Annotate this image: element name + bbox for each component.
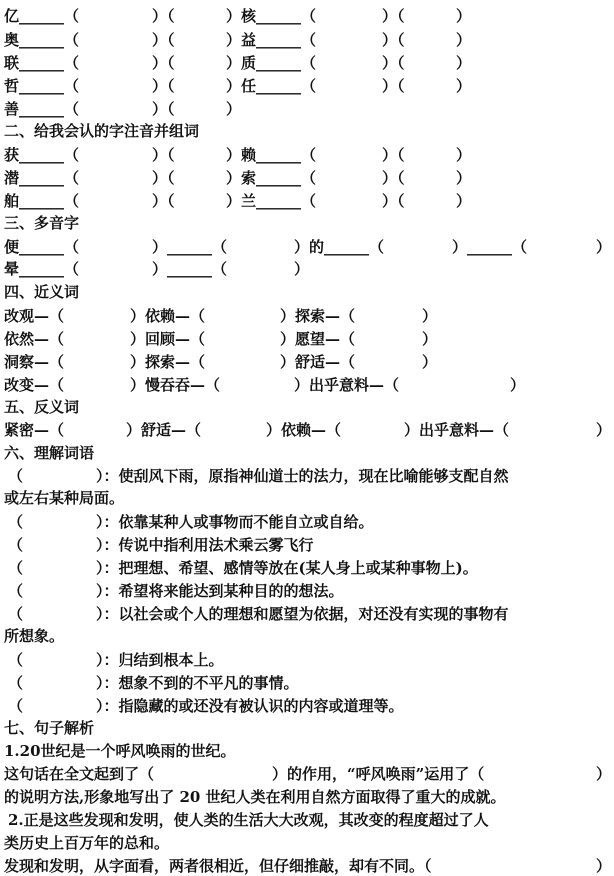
line-text: ）愿望—（ (280, 330, 356, 348)
line-text: ）益______（ (226, 31, 317, 49)
line-text: ）索______（ (226, 169, 317, 187)
line-text: 获______（ (4, 146, 80, 164)
line-text: 善______（ (4, 100, 80, 118)
line-text: ） (422, 330, 438, 348)
line-text: ）核______（ (226, 7, 317, 25)
line-text: 舶______（ (4, 192, 80, 210)
line-text: 的说明方法,形象地写出了 20 世纪人类在利用自然方面取得了重大的成就。 (4, 788, 506, 806)
line-text: 四、近义词 (4, 283, 80, 301)
line-text: 或左右某种局面。 (4, 489, 125, 507)
line-text: ）：把理想、希望、感情等放在(某人身上或某种事物上)。 (96, 559, 478, 577)
line-text: ）（ (152, 31, 175, 49)
line-text: ）依赖—（ (266, 421, 342, 439)
line-text: ）______（ (452, 238, 528, 256)
line-text: 发现和发明，从字面看，两者很相近，但仔细推敲，却有不同。（ (4, 857, 432, 875)
line-text: ） (596, 857, 612, 875)
line-text: ）舒适—（ (126, 421, 202, 439)
line-text: ）（ (152, 192, 175, 210)
line-text: 洞察—（ (4, 353, 65, 371)
line-text: ）（ (382, 31, 405, 49)
line-text: 潜______（ (4, 169, 80, 187)
line-text: ）：希望将来能达到某种目的的想法。 (96, 582, 344, 600)
line-text: 这句话在全文起到了（ (4, 765, 155, 783)
line-text: ）依赖—（ (130, 307, 206, 325)
line-text: （ (8, 559, 24, 577)
line-text: （ (8, 467, 24, 485)
line-text: ）慢吞吞—（ (130, 376, 221, 394)
line-text: ）出乎意料—（ (294, 376, 400, 394)
line-text: ） (456, 169, 472, 187)
line-text: ） (226, 100, 242, 118)
line-text: 奥______（ (4, 31, 80, 49)
line-text: ） (596, 765, 612, 783)
line-text: 七、句子解析 (4, 719, 95, 737)
line-text: 便______（ (4, 238, 80, 256)
line-text: ）：想象不到的不平凡的事情。 (96, 674, 299, 692)
line-text: ）：归结到根本上。 (96, 651, 224, 669)
line-text: ）出乎意料—（ (404, 421, 510, 439)
line-text: ） (422, 307, 438, 325)
line-text: ） (596, 421, 612, 439)
line-text: ）的作用，“呼风唤雨”运用了（ (272, 765, 485, 783)
line-text: ）：指隐藏的或还没有被认识的内容或道理等。 (96, 697, 404, 715)
line-text: ） (456, 146, 472, 164)
line-text: ）（ (382, 54, 405, 72)
line-text: （ (8, 605, 24, 623)
line-text: ）赖______（ (226, 146, 317, 164)
line-text: ） (510, 376, 526, 394)
line-text: 三、多音字 (4, 214, 80, 232)
line-text: ） (456, 192, 472, 210)
line-text: 亿______（ (4, 7, 80, 25)
line-text: ）：传说中指利用法术乘云雾飞行 (96, 536, 314, 554)
line-text: ）______（ (152, 260, 228, 278)
line-text: 改变—（ (4, 376, 65, 394)
line-text: 改观—（ (4, 307, 65, 325)
line-text: ）任______（ (226, 77, 317, 95)
line-text: （ (8, 697, 24, 715)
line-text: （ (8, 582, 24, 600)
line-text: 联______（ (4, 54, 80, 72)
line-text: ）探索—（ (280, 307, 356, 325)
line-text: 五、反义词 (4, 398, 80, 416)
line-text: （ (8, 674, 24, 692)
line-text: 2.正是这些发现和发明，使人类的生活大大改观，其改变的程度超过了人 (8, 811, 489, 829)
line-text: 所想象。 (4, 627, 65, 645)
line-text: ） (456, 54, 472, 72)
line-text: 晕______（ (4, 260, 80, 278)
line-text: ）舒适—（ (280, 353, 356, 371)
line-text: ）______（ (152, 238, 228, 256)
line-text: ）质______（ (226, 54, 317, 72)
line-text: ）回顾—（ (130, 330, 206, 348)
line-text: ）：使刮风下雨，原指神仙道士的法力，现在比喻能够支配自然 (96, 467, 509, 485)
line-text: ）（ (152, 100, 175, 118)
line-text: ）：依靠某种人或事物而不能自立或自给。 (96, 513, 374, 531)
line-text: ）（ (152, 77, 175, 95)
line-text: ）（ (152, 7, 175, 25)
line-text: ）的______（ (294, 238, 385, 256)
line-text: ） (456, 7, 472, 25)
line-text: ）（ (382, 7, 405, 25)
line-text: （ (8, 536, 24, 554)
line-text: ） (422, 353, 438, 371)
line-text: ） (596, 238, 612, 256)
line-text: 六、理解词语 (4, 444, 95, 462)
line-text: ）探索—（ (130, 353, 206, 371)
line-text: （ (8, 513, 24, 531)
line-text: ） (456, 31, 472, 49)
line-text: 哲______（ (4, 77, 80, 95)
line-text: （ (8, 651, 24, 669)
line-text: 紧密—（ (4, 421, 65, 439)
line-text: 1.20世纪是一个呼风唤雨的世纪。 (4, 742, 236, 760)
line-text: ）（ (152, 146, 175, 164)
line-text: ） (456, 77, 472, 95)
line-text: ）（ (382, 146, 405, 164)
line-text: ）（ (382, 169, 405, 187)
line-text: 类历史上百万年的总和。 (4, 834, 170, 852)
line-text: ）（ (382, 192, 405, 210)
line-text: 二、给我会认的字注音并组词 (4, 122, 200, 140)
line-text: 依然—（ (4, 330, 65, 348)
line-text: ）：以社会或个人的理想和愿望为依据，对还没有实现的事物有 (96, 605, 509, 623)
line-text: ）（ (152, 169, 175, 187)
line-text: ）兰______（ (226, 192, 317, 210)
line-text: ）（ (152, 54, 175, 72)
line-text: ）（ (382, 77, 405, 95)
line-text: ） (294, 260, 310, 278)
